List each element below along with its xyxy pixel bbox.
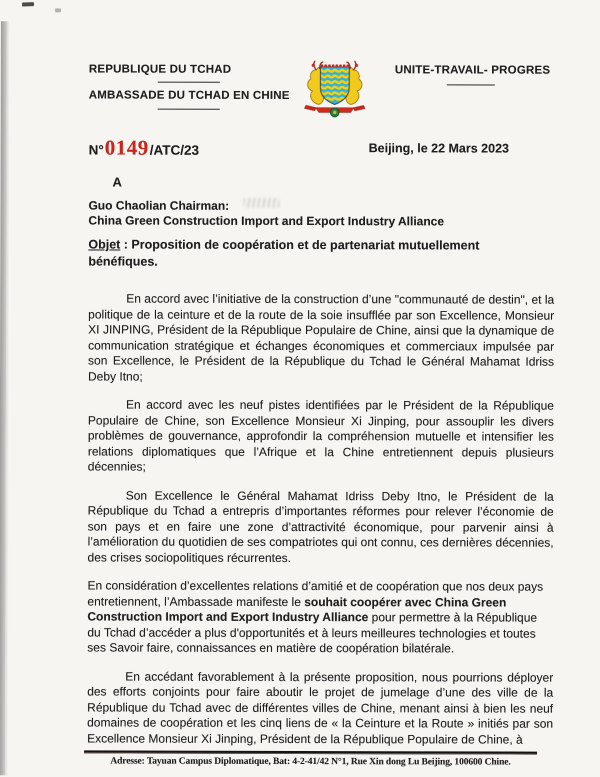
addressee-block — [88, 198, 444, 228]
embassy-address: Adresse: Tayuan Campus Diplomatique, Bat: 4-2-41/42 N°1, Rue Xin dong Lu Beijing, 100600 Chine. — [110, 756, 511, 768]
divider — [158, 109, 220, 110]
addressee-salutation: A — [112, 174, 122, 190]
reference-prefix: N° — [88, 142, 104, 158]
national-motto: UNITE-TRAVAIL- PROGRES — [394, 64, 551, 77]
letter-footer — [84, 750, 537, 767]
footer-divider — [84, 750, 537, 754]
embassy-title: AMBASSADE DU TCHAD EN CHINE — [88, 89, 290, 102]
reference-number — [89, 135, 199, 160]
scan-artifact-mark — [55, 8, 61, 12]
chad-coat-of-arms-icon — [295, 58, 375, 122]
subject-label: Objet — [88, 237, 121, 252]
divider — [158, 82, 220, 83]
paragraph-4 — [87, 578, 553, 657]
republic-title: REPUBLIQUE DU TCHAD — [88, 63, 232, 76]
paragraph-4-tail: pour permettre à la République du Tchad d’accéder a plus d'opportunités et à leurs meilleures technologies et toutes ses Savoir faire, connaissances en matière de coopération bilatérale. — [87, 610, 538, 656]
paragraph-3: Son Excellence le Général Mahamat Idriss Deby Itno, le Président de la République du Tchad a entrepris d’importantes réformes pour relever l’économie de son pays et en faire une zone d’attractivité économique, pour parvenir ainsi à l’amélioration du quotidien de ses compatriotes qui ont connu, ces dernières décennies, des crises sociopolitiques récurrentes. — [87, 488, 554, 565]
paragraph-2: En accord avec les neuf pistes identifiées par le Président de la République Populaire de Chine, son Excellence Monsieur Xi Jinping, pour assouplir les divers problèmes de gouvernance, approfondir la compréhension mutuelle et intensifier les relations diplomatiques que l’Afrique et la Chine entretiennent depuis plusieurs décennies; — [87, 397, 554, 474]
addressee-name: Guo Chaolian Chairman: — [88, 198, 230, 213]
divider — [447, 84, 495, 85]
letterhead — [89, 63, 551, 122]
scan-left-edge-shadow-soft — [5, 21, 10, 775]
paragraph-4-bold-alliance-name: souhait coopérer avec China Green Construction Import and Export Industry Alliance — [87, 594, 507, 625]
letterhead-left-block — [89, 63, 289, 117]
letter-body — [87, 291, 554, 760]
scan-artifact-mark — [22, 2, 34, 6]
reference-suffix: /ATC/23 — [149, 142, 200, 158]
addressee-organization: China Green Construction Import and Export Industry Alliance — [88, 212, 445, 228]
paragraph-4-lead: En considération d’excellentes relations d’amitié et de coopération que nos deux pays entretiennent, l’Ambassade manifeste le — [87, 578, 544, 609]
letterhead-right-block — [381, 64, 551, 85]
date-line: Beijing, le 22 Mars 2023 — [368, 141, 510, 156]
reference-serial: 0149 — [104, 135, 149, 160]
paragraph-1: En accord avec l’initiative de la construction d’une "communauté de destin", et la politique de la ceinture et de la route de la soie insufflée par son Excellence, Monsieur XI JINPING, Président de la République Populaire de Chine, ainsi que la dynamique de communication stratégique et échanges économiques et commerciaux impulsée par son Excellence, le Président de la République du Tchad le Général Mahamat Idriss Deby Itno; — [88, 291, 555, 384]
emblem-container — [289, 58, 381, 122]
subject-line — [88, 236, 540, 270]
paragraph-5: En accédant favorablement à la présente proposition, nous pourrions déployer des efforts conjoints pour faire aboutir le projet de jumelage d’une des ville de la République du Tchad avec de différentes villes de Chine, menant ainsi à bien les neuf domaines de coopération et les cinq liens de « la Ceinture et la Route » initiés par son Excellence Monsieur Xi Jinping, Président de la République Populaire de Chine, à — [87, 669, 554, 747]
subject-colon: : — [120, 237, 132, 252]
subject-text: Proposition de coopération et de partenariat mutuellement bénéfiques. — [88, 237, 480, 269]
